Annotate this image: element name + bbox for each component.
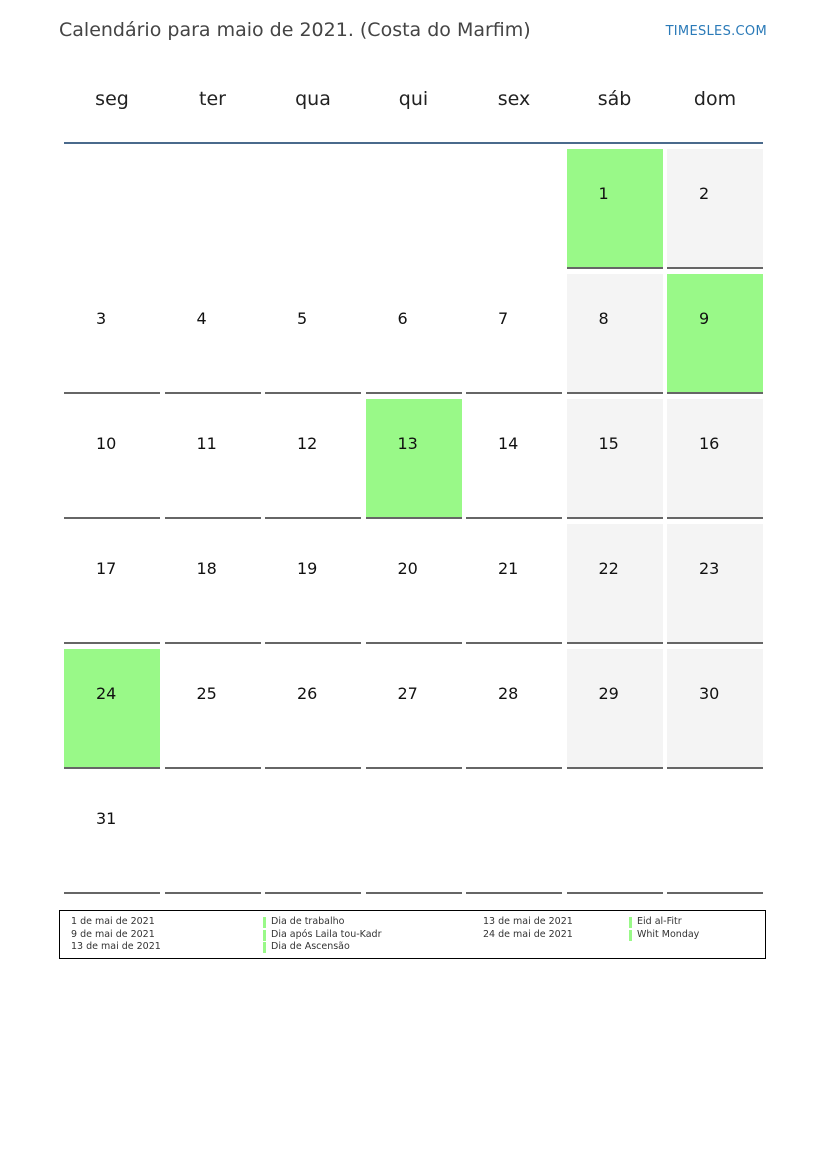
empty-day-cell — [64, 149, 160, 269]
empty-day-cell — [466, 149, 562, 269]
weekday-label: qua — [295, 88, 331, 110]
day-cell — [265, 274, 361, 394]
day-cell — [64, 649, 160, 769]
day-number: 14 — [498, 434, 519, 453]
legend-item — [263, 941, 381, 954]
empty-day-cell — [366, 149, 462, 269]
legend-date: 24 de mai de 2021 — [483, 928, 573, 940]
legend-item — [629, 929, 699, 942]
legend-date: 13 de mai de 2021 — [71, 941, 161, 952]
calendar-grid — [64, 149, 763, 895]
day-number: 22 — [598, 559, 619, 578]
header-divider — [64, 142, 763, 144]
empty-day-cell — [165, 774, 261, 894]
holiday-color-marker — [263, 930, 266, 941]
day-number: 13 — [397, 434, 418, 453]
legend-dates-right — [483, 916, 573, 941]
day-cell — [64, 524, 160, 644]
day-number: 20 — [397, 559, 418, 578]
day-number: 4 — [196, 309, 207, 328]
day-cell — [667, 649, 763, 769]
legend-item — [629, 916, 699, 929]
day-number: 2 — [699, 184, 710, 203]
day-number: 1 — [598, 184, 609, 203]
day-number: 18 — [196, 559, 217, 578]
day-number: 31 — [96, 809, 117, 828]
day-cell — [667, 149, 763, 269]
day-number: 17 — [96, 559, 117, 578]
day-number: 8 — [598, 309, 609, 328]
day-cell — [265, 399, 361, 519]
day-number: 27 — [397, 684, 418, 703]
page-title: Calendário para maio de 2021. (Costa do Marfim) — [59, 19, 531, 41]
weekday-label: dom — [693, 88, 737, 110]
empty-day-cell — [165, 149, 261, 269]
day-cell — [366, 524, 462, 644]
empty-day-cell — [265, 774, 361, 894]
weekday-label: qui — [398, 88, 429, 110]
holiday-color-marker — [629, 917, 632, 928]
day-cell — [466, 524, 562, 644]
day-number: 7 — [498, 309, 509, 328]
legend-date: 9 de mai de 2021 — [71, 928, 155, 940]
legend-names-right — [629, 916, 699, 941]
legend-name: Dia de trabalho — [271, 916, 345, 927]
day-cell — [466, 274, 562, 394]
weekday-label: ter — [199, 88, 226, 110]
day-number: 24 — [96, 684, 117, 703]
legend-name: Dia após Laila tou-Kadr — [271, 928, 382, 940]
day-cell — [667, 524, 763, 644]
day-cell — [667, 274, 763, 394]
day-cell — [466, 399, 562, 519]
day-cell — [265, 649, 361, 769]
day-cell — [567, 399, 663, 519]
weekday-label: seg — [95, 88, 129, 110]
day-number: 19 — [297, 559, 318, 578]
day-number: 5 — [297, 309, 308, 328]
day-cell — [64, 399, 160, 519]
day-number: 25 — [196, 684, 217, 703]
day-cell — [366, 274, 462, 394]
day-number: 10 — [96, 434, 117, 453]
day-cell — [366, 399, 462, 519]
day-cell — [64, 774, 160, 894]
day-number: 23 — [699, 559, 720, 578]
empty-day-cell — [667, 774, 763, 894]
legend-dates-left — [71, 916, 161, 954]
day-cell — [165, 649, 261, 769]
holiday-color-marker — [629, 930, 632, 941]
day-number: 26 — [297, 684, 318, 703]
weekday-label: sáb — [597, 88, 632, 110]
day-cell — [466, 649, 562, 769]
day-number: 6 — [397, 309, 408, 328]
holiday-legend — [59, 910, 766, 959]
day-cell — [667, 399, 763, 519]
day-cell — [165, 524, 261, 644]
legend-date: 1 de mai de 2021 — [71, 916, 155, 927]
day-number: 9 — [699, 309, 710, 328]
day-cell — [265, 524, 361, 644]
day-cell — [165, 399, 261, 519]
legend-names-left — [263, 916, 381, 954]
holiday-color-marker — [263, 917, 266, 928]
day-cell — [165, 274, 261, 394]
day-cell — [567, 274, 663, 394]
day-number: 11 — [196, 434, 217, 453]
empty-day-cell — [567, 774, 663, 894]
legend-name: Dia de Ascensão — [271, 941, 350, 952]
brand-link[interactable]: TIMESLES.COM — [665, 24, 767, 39]
legend-date: 13 de mai de 2021 — [483, 916, 573, 927]
day-number: 21 — [498, 559, 519, 578]
empty-day-cell — [366, 774, 462, 894]
legend-item — [263, 929, 381, 942]
day-cell — [567, 149, 663, 269]
day-number: 28 — [498, 684, 519, 703]
day-number: 3 — [96, 309, 107, 328]
day-number: 16 — [699, 434, 720, 453]
day-number: 29 — [598, 684, 619, 703]
empty-day-cell — [466, 774, 562, 894]
day-number: 30 — [699, 684, 720, 703]
legend-name: Eid al-Fitr — [637, 916, 682, 927]
day-cell — [567, 649, 663, 769]
weekday-header — [64, 88, 763, 120]
day-cell — [366, 649, 462, 769]
legend-name: Whit Monday — [637, 928, 700, 940]
day-number: 12 — [297, 434, 318, 453]
weekday-label: sex — [497, 88, 531, 110]
empty-day-cell — [265, 149, 361, 269]
day-cell — [64, 274, 160, 394]
legend-item — [263, 916, 381, 929]
day-number: 15 — [598, 434, 619, 453]
holiday-color-marker — [263, 942, 266, 953]
day-cell — [567, 524, 663, 644]
